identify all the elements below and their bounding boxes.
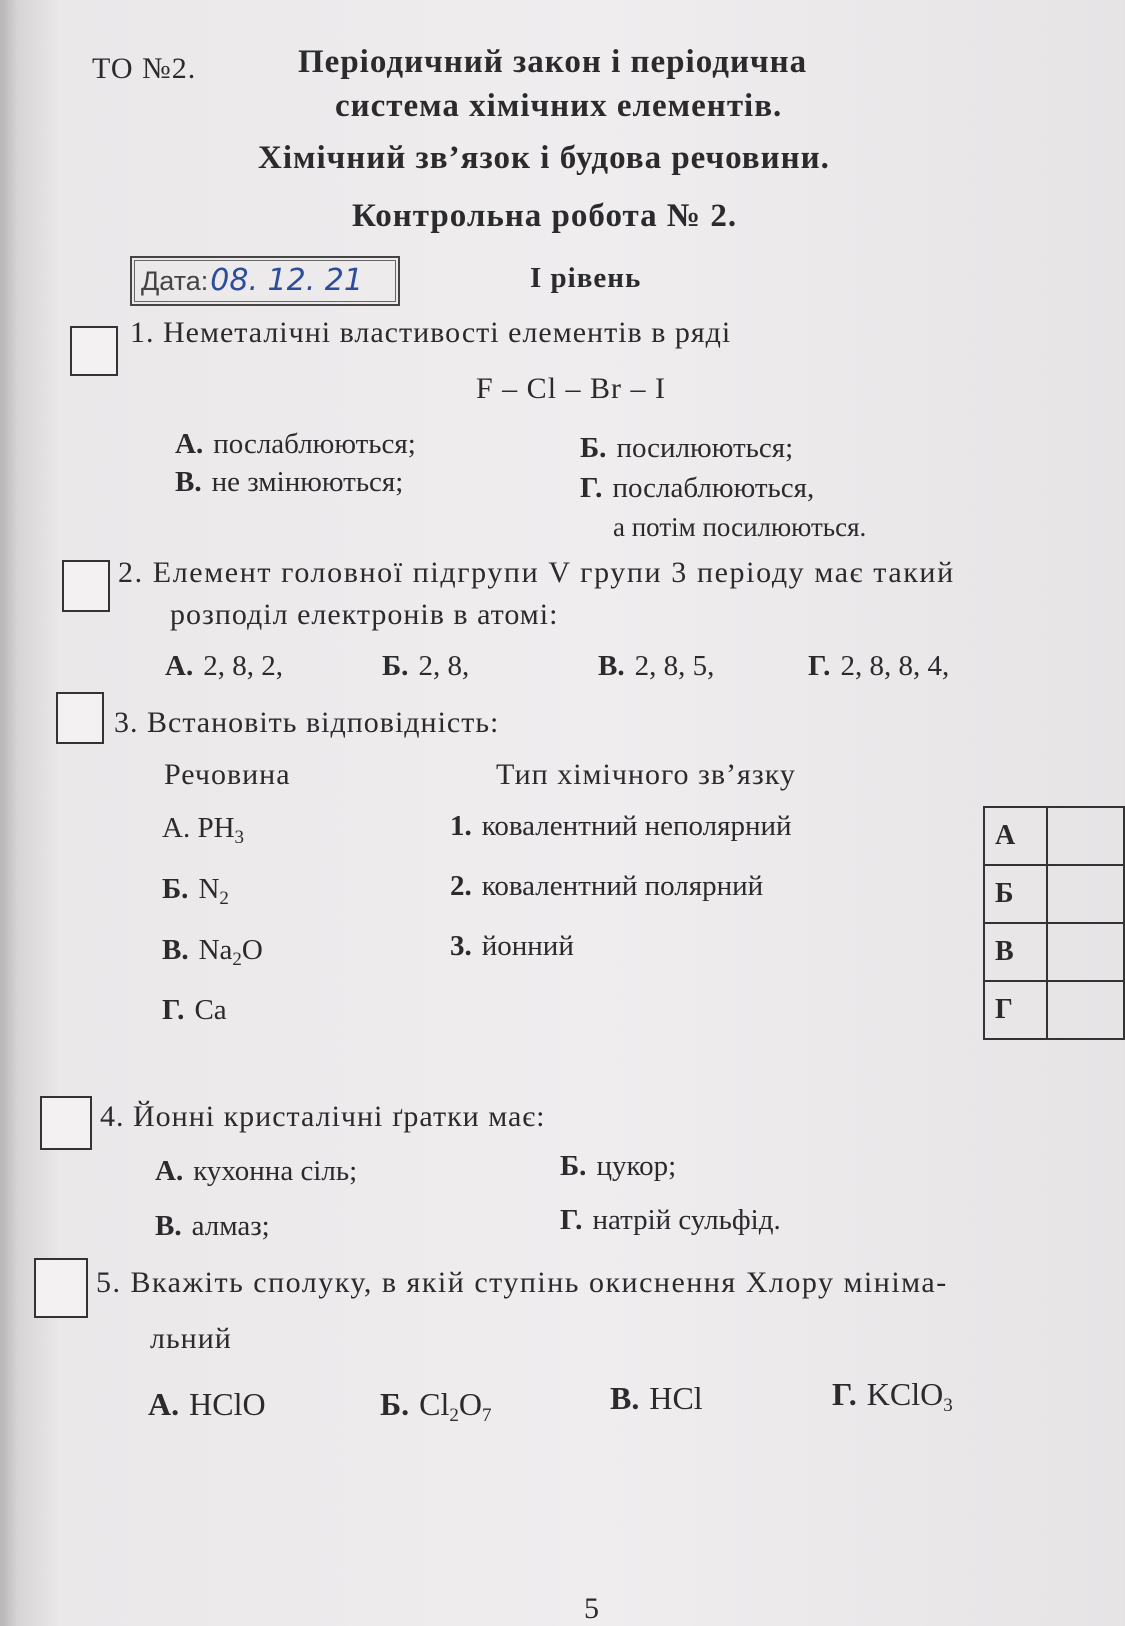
q3-answer-grid bbox=[983, 806, 1125, 1040]
answer-row-label: Г bbox=[984, 981, 1047, 1039]
q2-text-line-2: розподіл електронів в атомі: bbox=[170, 598, 559, 631]
q4-option-v[interactable]: В. алмаз; bbox=[155, 1210, 270, 1242]
q3-substance-b: Б. $N_2$ bbox=[162, 873, 229, 909]
q2-option-g[interactable]: Г. 2, 8, 8, 4, bbox=[808, 650, 950, 682]
q2-option-a[interactable]: А. 2, 8, 2, bbox=[165, 650, 283, 682]
answer-row-label: В bbox=[984, 923, 1047, 981]
title-line-3: Хімічний зв’язок і будова речовини. bbox=[258, 140, 830, 176]
q3-substance-g: Г. Ca bbox=[162, 994, 227, 1026]
title-line-1: Періодичний закон і періодична bbox=[298, 44, 808, 80]
q3-column-bond-type: Тип хімічного зв’язку bbox=[496, 758, 796, 791]
answer-row-label: Б bbox=[984, 865, 1047, 923]
q3-bond-2: 2. ковалентний полярний bbox=[450, 870, 764, 902]
q2-answer-checkbox[interactable] bbox=[62, 560, 110, 612]
page-number: 5 bbox=[584, 1592, 599, 1625]
q1-option-v[interactable]: В. не змінюються; bbox=[175, 466, 404, 498]
q3-answer-checkbox[interactable] bbox=[56, 692, 104, 744]
q3-text: 3. Встановіть відповідність: bbox=[114, 706, 500, 739]
answer-cell-a[interactable] bbox=[1047, 807, 1124, 865]
q5-text-line-2: льний bbox=[150, 1322, 232, 1355]
q2-option-v[interactable]: В. 2, 8, 5, bbox=[598, 650, 715, 682]
q1-option-g[interactable]: Г. послаблюються, bbox=[580, 472, 815, 504]
test-title: Контрольна робота № 2. bbox=[352, 198, 738, 234]
q4-option-g[interactable]: Г. натрій сульфід. bbox=[560, 1204, 781, 1236]
document-code: ТО №2. bbox=[92, 52, 197, 85]
q1-formula: F – Cl – Br – I bbox=[476, 372, 667, 405]
answer-row-a bbox=[984, 807, 1124, 865]
q3-column-substance: Речовина bbox=[164, 758, 291, 791]
q3-bond-3: 3. йонний bbox=[450, 930, 574, 962]
q1-option-b[interactable]: Б. посилюються; bbox=[580, 432, 794, 464]
q1-option-a[interactable]: А. послаблюються; bbox=[175, 428, 416, 460]
q5-option-b[interactable]: Б. $Cl_2O_7$ bbox=[380, 1386, 492, 1426]
date-box[interactable] bbox=[130, 256, 400, 306]
answer-cell-b[interactable] bbox=[1047, 865, 1124, 923]
q4-answer-checkbox[interactable] bbox=[40, 1096, 92, 1150]
q5-option-a[interactable]: А. HClO bbox=[148, 1386, 266, 1422]
q1-option-g-continued: а потім посилюються. bbox=[613, 512, 867, 542]
answer-row-label: А bbox=[984, 807, 1047, 865]
q1-answer-checkbox[interactable] bbox=[70, 326, 118, 376]
q4-option-a[interactable]: А. кухонна сіль; bbox=[155, 1155, 358, 1187]
answer-row-g bbox=[984, 981, 1124, 1039]
title-line-2: система хімічних елементів. bbox=[335, 88, 783, 124]
q2-option-b[interactable]: Б. 2, 8, bbox=[382, 650, 470, 682]
answer-row-b bbox=[984, 865, 1124, 923]
date-label: Дата: bbox=[141, 266, 209, 296]
q4-option-b[interactable]: Б. цукор; bbox=[560, 1150, 677, 1182]
q1-text: 1. Неметалічні властивості елементів в ряді bbox=[130, 316, 732, 349]
q5-text-line-1: 5. Вкажіть сполуку, в якій ступінь окиснення Хлору мініма- bbox=[96, 1266, 948, 1299]
answer-cell-v[interactable] bbox=[1047, 923, 1124, 981]
q5-option-v[interactable]: В. HCl bbox=[610, 1380, 703, 1416]
level-label: І рівень bbox=[530, 262, 642, 294]
q3-substance-v: В. $Na_2O$ bbox=[162, 934, 263, 970]
q2-text-line-1: 2. Елемент головної підгрупи V групи 3 періоду має такий bbox=[118, 556, 955, 589]
q3-bond-1: 1. ковалентний неполярний bbox=[450, 810, 792, 842]
answer-cell-g[interactable] bbox=[1047, 981, 1124, 1039]
q4-text: 4. Йонні кристалічні ґратки має: bbox=[100, 1100, 546, 1133]
answer-row-v bbox=[984, 923, 1124, 981]
q5-answer-checkbox[interactable] bbox=[34, 1258, 88, 1318]
q5-option-g[interactable]: Г. KClO$_3$ bbox=[832, 1376, 953, 1416]
q3-substance-a: А. $PH_3$ bbox=[162, 812, 245, 848]
date-value: 08. 12. 21 bbox=[210, 263, 363, 298]
